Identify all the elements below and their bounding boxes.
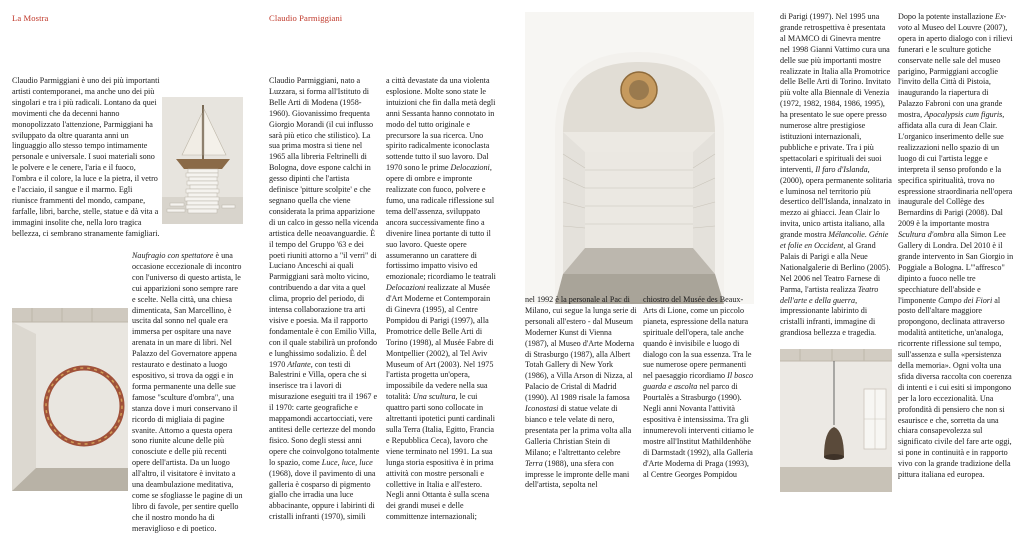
- intro-paragraph: Claudio Parmiggiani è uno dei più importanti artisti contemporanei, ma anche uno dei più singolari e tra i più radicali. Lontano da quei movimenti che da decenni hanno monopolizzato l'attenzione, Parmiggiani ha sviluppato da oltre quaranta anni un linguaggio allo stesso tempo intimamente personale e universale. I suoi materiali sono le polvere e le cenere, l'aria e il fuoco, l'ombra e il colore, la luce e la pietra, il vetro e l'acciaio, il sangue e il marmo. Egli riunisce frammenti del mondo, campane, farfalle, libri, barche, stelle, statue e dà vita a immagini insolite che, nella loro tragica bellezza, ci sembrano stranamente famigliari.: [12, 76, 160, 238]
- biography-paragraph-5: di Parigi (1997). Nel 1995 una grande retrospettiva è presentata al MAMCO di Ginevra mentre nel 1998 Gianni Vattimo cura una delle sue più importanti mostre realizzate in Italia alla Promotrice delle Belle Arti di Torino. Invitato più volte alla Biennale di Venezia (1972, 1982, 1984, 1986, 1995), ha presentato le sue opere presso numerose altre prestigiose istituzioni internazionali, pubbliche e private. Tra i più spettacolari e spirituali dei suoi interventi, Il faro d'Islanda, (2000), opera permanente solitaria e luminosa nel territorio più desertico dell'Islanda, innalzato in mezzo ai ghiacci. Jean Clair lo invita, unico artista italiano, alla grande mostra Mélancolie. Génie et folie en Occident, al Grand Palais di Parigi e alla Neue Nationalgalerie di Berlino (2005). Nel 2006 nel Teatro Farnese di Parma, l'artista realizza Teatro dell'arte e della guerra, impressionante labirinto di cristalli infranti, immagine di grandiosa bellezza e tragedia.: [780, 12, 892, 338]
- biography-column-6: [898, 12, 1014, 481]
- intro-column: [12, 76, 160, 240]
- photo-hanging-bell: [780, 349, 892, 492]
- biography-paragraph-1: Claudio Parmiggiani, nato a Luzzara, si forma all'Istituto di Belle Arti di Modena (1958-1960). Giovanissimo frequenta Giorgio Morandi (il cui influsso sarà più etico che stilistico). La sua prima mostra si tiene nel 1965 alla libreria Feltrinelli di Bologna, dove espone calchi in gesso dipinti che l'artista definisce 'pitture scolpite' e che segnano quella che viene considerata la prima apparizione di un calco in gesso nella vicenda artistica delle neoavanguardie. È il tempo del Gruppo '63 e dei poeti riuniti attorno a "il verri" di Luciano Anceschi ai quali Parmiggiani sarà molto vicino, contribuendo a dar vita a quel clima, proprio del periodo, di intensa collaborazione tra arti visive e poesia. Ma il rapporto fondamentale è con Emilio Villa, con il quale stabilirà un profondo e lunghissimo sodalizio. È del 1970 Atlante, con testi di Balestrini e Villa, opera che si inserisce tra i lavori di misurazione eseguiti tra il 1967 e il 1970: carte geografiche e mappamondi accartocciati, vere antitesi delle certezze del mondo fisico. Sono degli stessi anni opere che coinvolgono totalmente lo spazio, come Luce, luce, luce (1968), dove il pavimento di una galleria è cosparso di pigmento giallo che irradia una luce abbacinante, oppure i labirinti di cristalli infranti (1970), simili: [269, 76, 380, 522]
- biography-column-5: [780, 12, 892, 339]
- biography-paragraph-2: a città devastate da una violenta esplosione. Molte sono state le intuizioni che fin dalla metà degli anni Sessanta hanno connotato in modo del tutto originale e precursore la sua ricerca. Uno spirito radicalmente iconoclasta sottende tutto il suo lavoro. Dal 1970 sono le prime Delocazioni, opere di ombre e impronte realizzate con fuoco, polvere e fumo, una radicale riflessione sul tema dell'assenza, sviluppato ancora successivamente fino a divenire linea portante di tutto il suo lavoro. Queste opere assumeranno un carattere di fortissimo impatto visivo ed emozionale; ricordiamo le teatrali Delocazioni realizzate al Musée d'Art Moderne et Contemporain di Ginevra (1995), al Centre Pompidou di Parigi (1997), alla Promotrice delle Belle Arti di Torino (1998), al Musée Fabre di Montpellier (2002), al Tel Aviv Museum of Art (2003). Nel 1975 l'artista progetta un'opera, impossibile da vedere nella sua totalità: Una scultura, le cui quattro parti sono collocate in altrettanti ipotetici punti cardinali sulla Terra (Italia, Egitto, Francia e Repubblica Ceca), lavoro che viene terminato nel 1991. La sua lunga storia espositiva è in prima attività con mostre personali e collettive in Italia e all'estero. Negli anni Ottanta è sulla scena dei grandi musei e delle committenze internazionali;: [386, 76, 496, 522]
- section-header-left: La Mostra: [12, 13, 49, 23]
- photo-ship-on-books: [162, 97, 243, 224]
- biography-column-4: [643, 295, 755, 480]
- photo-library-room: [525, 12, 754, 304]
- biography-column-2: [386, 76, 498, 523]
- biography-column-1: [269, 76, 380, 523]
- biography-paragraph-6: Dopo la potente installazione Ex-voto al Museo del Louvre (2007), opera in aperto dialogo con i rilievi funerari e le sculture gotiche conservate nelle sale del museo parigino, Parmiggiani accoglie l'invito della Città di Pistoia, inaugurando la riapertura di Palazzo Fabroni con una grande mostra, Apocalypsis cum figuris, affidata alla cura di Jean Clair. L'organico inserimento delle sue realizzazioni nello spazio di un luogo di cui l'artista legge e interpreta il senso profondo e la specifica spiritualità, trova no espressione straordinaria nell'opera inaugurale del Collège des Bernardins di Parigi (2008). Dal 2009 è la importante mostra Scultura d'ombra alla Simon Lee Gallery di Londra. Del 2010 è il grande intervento in San Giorgio in Poggiale a Bologna. L'"affresco" dipinto a fuoco nelle tre specchiature dell'abside e l'imponente Campo dei Fiori al posto dell'altare maggiore propongono, declinata attraverso modalità antitetiche, un'analoga, ricorrente riflessione sul tempo, sull'assenza e sulla «persistenza della memoria». Ogni volta una sfida diversa raccolta con coerenza di intenti e i cui esiti si impongono per la loro eccezionalità. Una profondità di pensiero che non si esaurisce e che, sorretta da una chiara consapevolezza sul significato civile del fare arte oggi, si pone in continuità e in rapporto vivo con la grande tradizione della pittura italiana ed europea.: [898, 12, 1014, 480]
- biography-paragraph-4: chiostro del Musée des Beaux-Arts di Lione, come un piccolo pianeta, espressione della natura spirituale dell'opera, tale anche quando è invisibile e luogo di dialogo con la sua essenza. Tra le sue numerose opere permanenti nel paesaggio ricordiamo Il bosco guarda e ascolta nel parco di Pourtalès a Strasburgo (1990). Negli anni Novanta l'attività espositiva è intensissima. Tra gli innumerevoli interventi citiamo le mostre all'Institut Mathildenhöhe di Darmstadt (1992), alla Galleria d'Arte Moderna di Praga (1993), al Centre Georges Pompidou: [643, 295, 754, 479]
- exhibition-column: [132, 251, 243, 535]
- exhibition-paragraph: Naufragio con spettatore è una occasione eccezionale di incontro con l'universo di questo artista, le cui apparizioni sono sempre rare e scelte. Nella città, una chiesa dimenticata, San Marcellino, è uscita dal sonno nel quale era immersa per ospitare una nave arenata in un mare di libri. Nel Palazzo del Governatore appena restaurato e destinato a luogo espositivo, si trova da oggi e in forma permanente una delle sue famose "sculture d'ombra", una stanza dove i muri conservano il ricordo di migliaia di pagine svanite. Attorno a questa opera sono riunite alcune delle più conosciute e delle più recenti opere dell'artista. Da un luogo all'altro, il visitatore è invitato a una deambulazione meditativa, come se sfogliasse le pagine di un libro di favole, per sentire quello che il nostro mondo ha di meraviglioso e di poetico.: [132, 251, 243, 533]
- photo-circle-installation: [12, 308, 128, 491]
- work-title-naufragio: Naufragio con spettatore: [132, 251, 214, 260]
- biography-paragraph-3: nel 1992 è la personale al Pac di Milano, cui segue la lunga serie di personali all'estero - dal Museum Moderner Kunst di Vienna (1987), al Museo d'Arte Moderna di Strasburgo (1987), alla Albert Totah Gallery di New York (1986), a Villa Arson di Nizza, al Palacio de Cristal di Madrid (1990). Al 1989 risale la famosa Iconostasi di statue velate di bianco e tele velate di nero, presentata per la prima volta alla Galleria Christian Stein di Milano; e l'altrettanto celebre Terra (1988), una sfera con impresse le impronte delle mani dell'artista, sepolta nel: [525, 295, 637, 490]
- section-header-right: Claudio Parmiggiani: [269, 13, 343, 23]
- biography-column-3: [525, 295, 637, 491]
